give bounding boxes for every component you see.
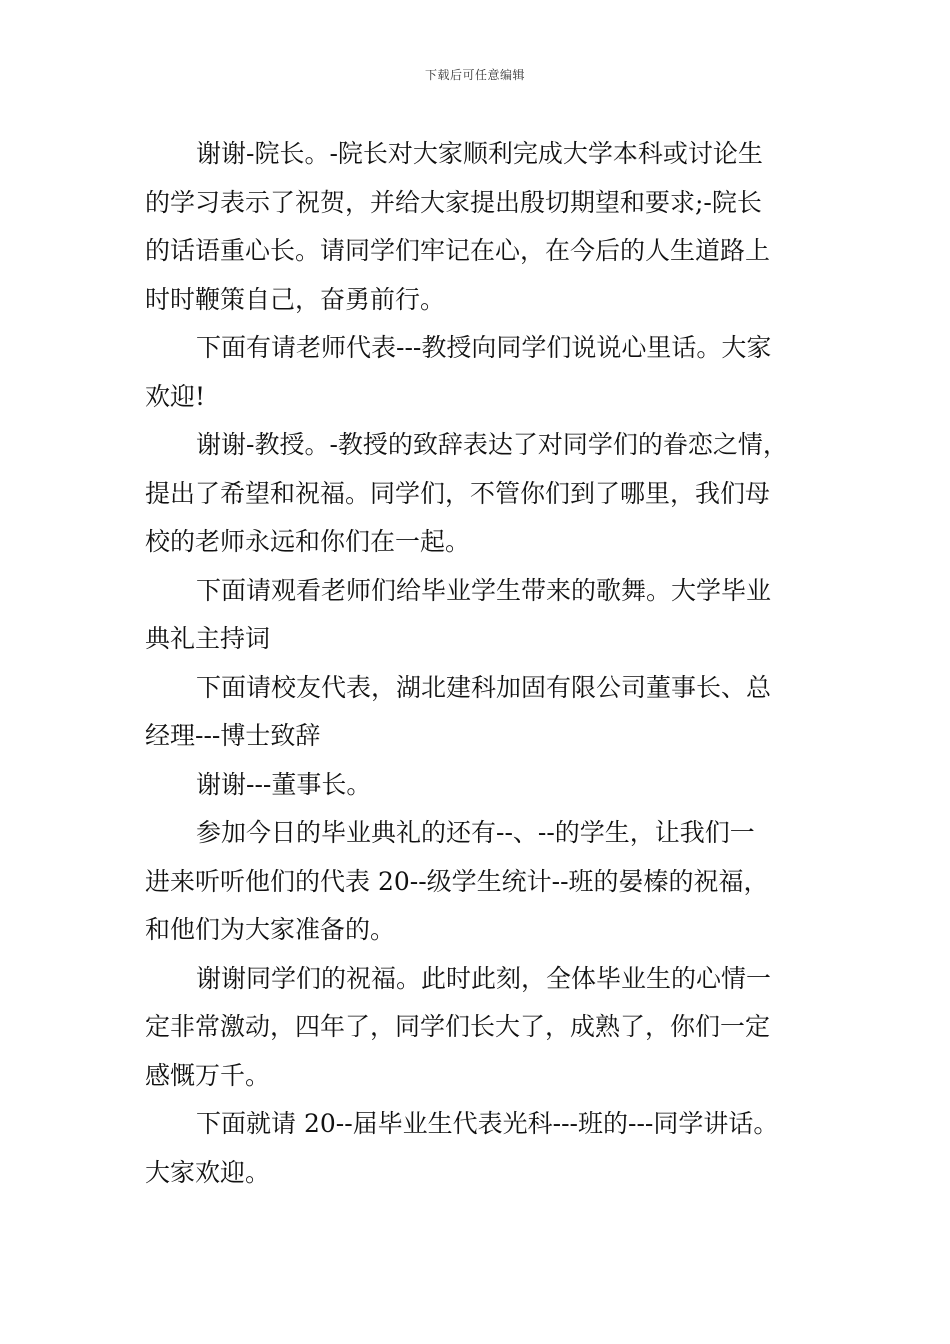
- text-line: 提出了希望和祝福。同学们，不管你们到了哪里，我们母: [145, 478, 771, 508]
- paragraph-2: [145, 324, 825, 421]
- text-line: 参加今日的毕业典礼的还有--、--的学生，让我们一: [196, 818, 755, 847]
- text-line: 大家欢迎。: [145, 1157, 271, 1187]
- text-line: 校的老师永远和你们在一起。: [145, 527, 471, 556]
- text-line: 的话语重心长。请同学们牢记在心，在今后的人生道路上: [145, 236, 771, 265]
- text-line: 典礼主持词: [145, 624, 271, 653]
- text-line: 进来听听他们的代表 20--级学生统计--班的晏榛的祝福，: [145, 866, 769, 896]
- text-line: 谢谢---董事长。: [196, 769, 372, 799]
- paragraph-1: [145, 130, 825, 324]
- paragraph-7: [145, 809, 825, 955]
- text-line: 下面请观看老师们给毕业学生带来的歌舞。大学毕业: [196, 575, 772, 605]
- text-line: 欢迎!: [145, 381, 206, 411]
- paragraph-3: [145, 421, 825, 567]
- text-line: 谢谢同学们的祝福。此时此刻，全体毕业生的心情一: [196, 963, 772, 993]
- text-line: 经理---博士致辞: [145, 721, 321, 750]
- paragraph-4: [145, 567, 825, 664]
- text-line: 定非常激动，四年了，同学们长大了，成熟了，你们一定: [145, 1012, 771, 1041]
- paragraph-8: [145, 955, 825, 1101]
- paragraph-6: [145, 761, 825, 810]
- text-line: 感慨万千。: [145, 1060, 271, 1090]
- text-line: 下面有请老师代表---教授向同学们说说心里话。大家: [196, 333, 772, 362]
- paragraph-9: [145, 1100, 825, 1197]
- text-line: 下面请校友代表，湖北建科加固有限公司董事长、总: [196, 672, 772, 702]
- text-line: 时时鞭策自己，奋勇前行。: [145, 284, 446, 314]
- document-body: [145, 130, 825, 1197]
- text-line: 下面就请 20--届毕业生代表光科---班的---同学讲话。: [196, 1109, 779, 1138]
- paragraph-5: [145, 664, 825, 761]
- text-line: 和他们为大家准备的。: [145, 915, 396, 944]
- text-line: 的学习表示了祝贺，并给大家提出殷切期望和要求;-院长: [145, 187, 762, 217]
- page-header: 下载后可任意编辑: [424, 68, 525, 82]
- text-line: 谢谢-院长。-院长对大家顺利完成大学本科或讨论生: [196, 139, 763, 168]
- text-line: 谢谢-教授。-教授的致辞表达了对同学们的眷恋之情，: [196, 430, 788, 459]
